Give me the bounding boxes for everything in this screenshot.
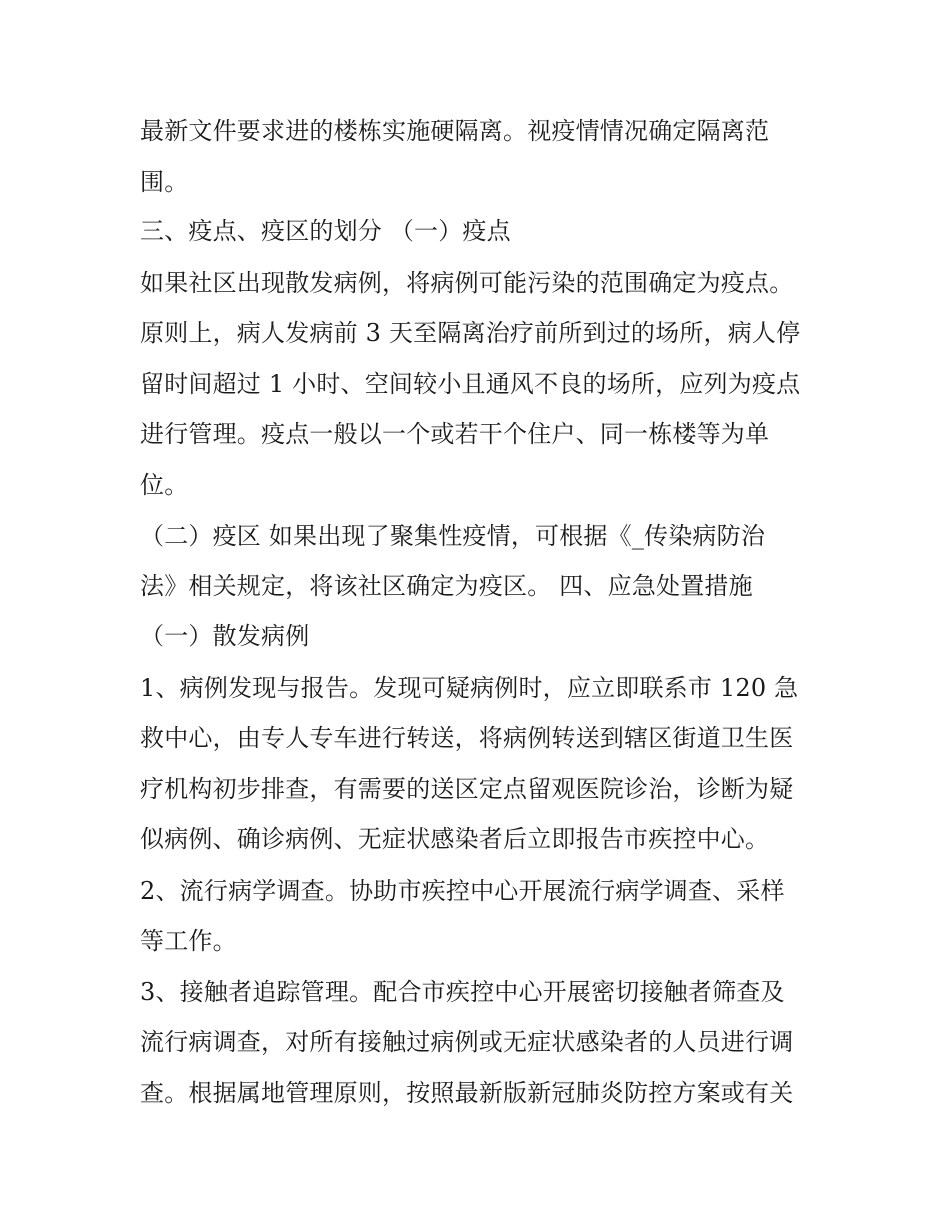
text-line: 3、接触者追踪管理。配合市疾控中心开展密切接触者筛查及 <box>140 978 785 1006</box>
text-line: 查。根据属地管理原则，按照最新版新冠肺炎防控方案或有关 <box>140 1079 794 1107</box>
text-line: 原则上，病人发病前 3 天至隔离治疗前所到过的场所，病人停 <box>140 319 801 347</box>
text-line: 围。 <box>140 168 189 196</box>
text-line: 救中心，由专人专车进行转送，将病例转送到辖区街道卫生医 <box>140 724 794 752</box>
text-line: 1、病例发现与报告。发现可疑病例时，应立即联系市 120 急 <box>140 674 799 702</box>
section-heading: 三、疫点、疫区的划分 （一）疫点 <box>140 217 511 245</box>
subsection-heading: （一）散发病例 <box>140 622 310 650</box>
text-line: 2、流行病学调查。协助市疾控中心开展流行病学调查、采样 <box>140 877 785 905</box>
text-line: 疗机构初步排查，有需要的送区定点留观医院诊治，诊断为疑 <box>140 775 794 803</box>
text-line: 最新文件要求进的楼栋实施硬隔离。视疫情情况确定隔离范 <box>140 117 770 145</box>
text-line: 等工作。 <box>140 927 237 955</box>
text-line: 流行病调查，对所有接触过病例或无症状感染者的人员进行调 <box>140 1028 794 1056</box>
text-line: 进行管理。疫点一般以一个或若干个住户、同一栋楼等为单 <box>140 420 770 448</box>
text-line: 法》相关规定，将该社区确定为疫区。 四、应急处置措施 <box>140 572 753 600</box>
text-line: 位。 <box>140 471 189 499</box>
text-line: 如果社区出现散发病例，将病例可能污染的范围确定为疫点。 <box>140 269 794 297</box>
text-line: 似病例、确诊病例、无症状感染者后立即报告市疾控中心。 <box>140 825 770 853</box>
text-line: 留时间超过 1 小时、空间较小且通风不良的场所，应列为疫点 <box>140 370 801 398</box>
text-line: （二）疫区 如果出现了聚集性疫情，可根据《_传染病防治 <box>140 522 766 550</box>
